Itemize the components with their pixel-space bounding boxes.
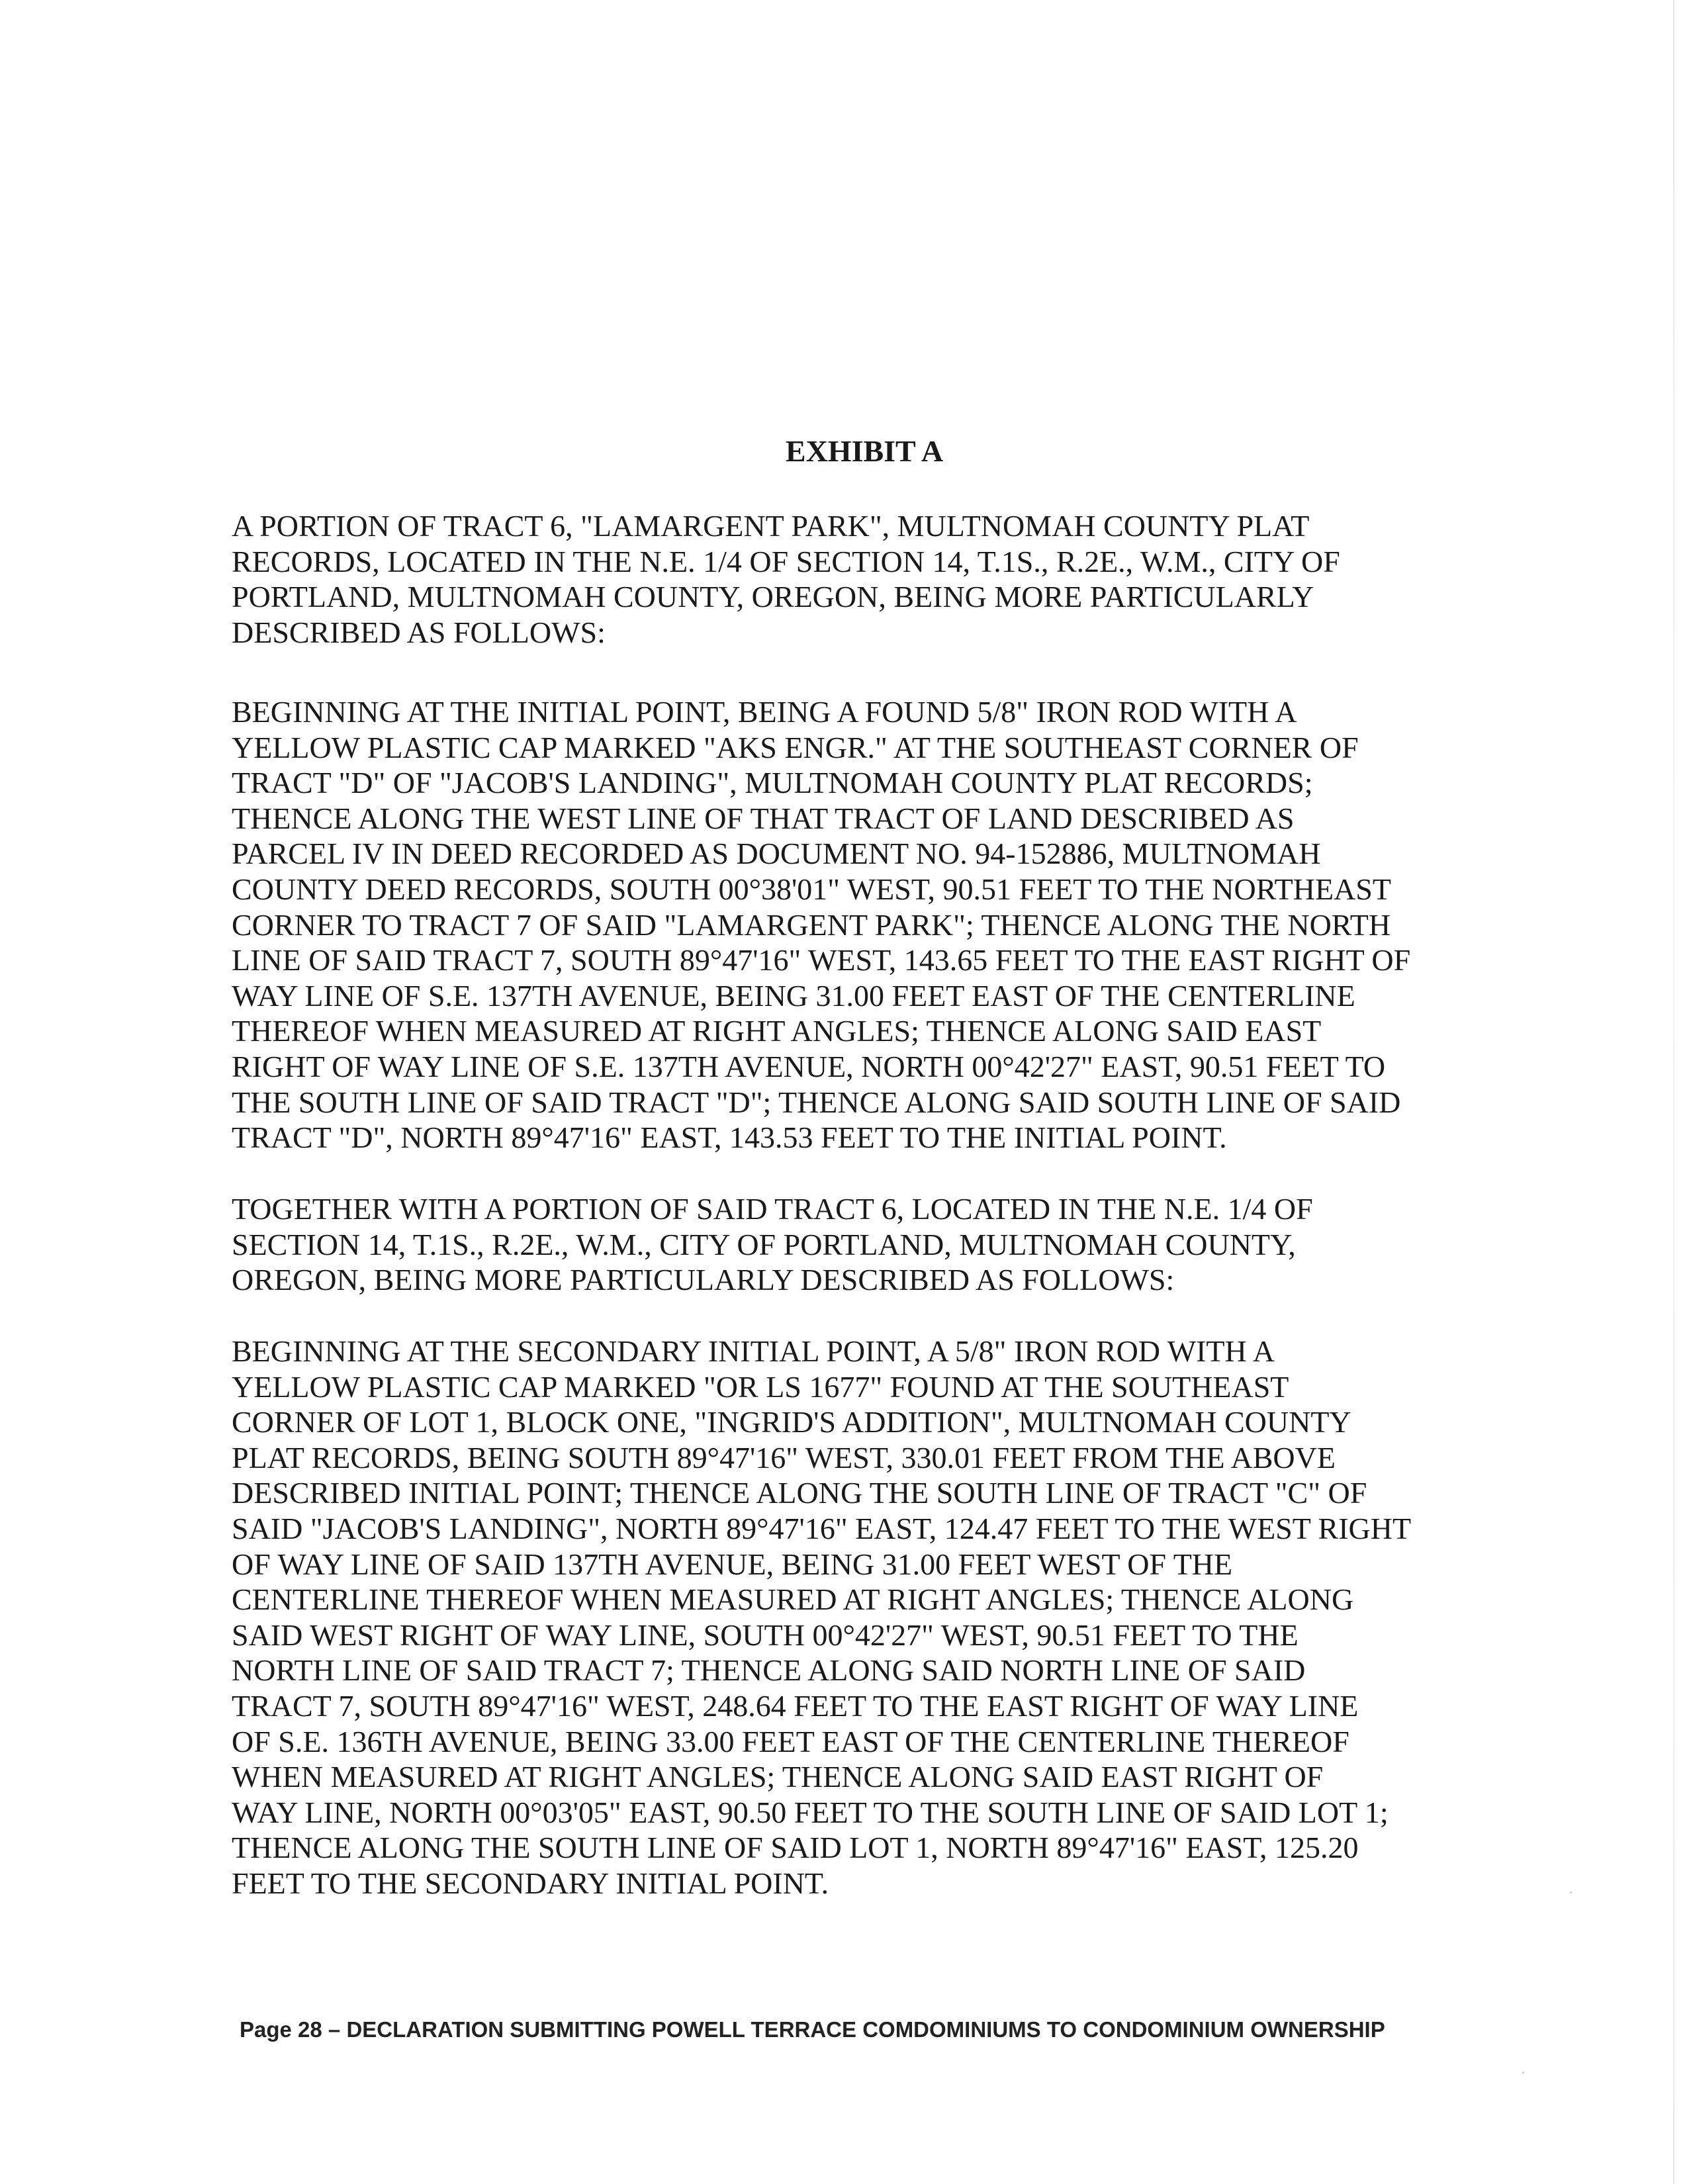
- legal-description-intro: A PORTION OF TRACT 6, "LAMARGENT PARK", MULTNOMAH COUNTY PLAT RECORDS, LOCATED IN THE N.E. 1/4 OF SECTION 14, T.1S., R.2E., W.M., CITY OF PORTLAND, MULTNOMAH COUNTY, OREGON, BEING MORE PARTICULARLY DESCRIBED AS FOLLOWS:: [232, 509, 1340, 649]
- exhibit-title: EXHIBIT A: [785, 434, 944, 468]
- scan-page-edge: [1673, 0, 1674, 2184]
- page-footer: Page 28 – DECLARATION SUBMITTING POWELL TERRACE COMDOMINIUMS TO CONDOMINIUM OWNERSHIP: [240, 2017, 1385, 2042]
- legal-description-together-with: TOGETHER WITH A PORTION OF SAID TRACT 6, LOCATED IN THE N.E. 1/4 OF SECTION 14, T.1S., R.2E., W.M., CITY OF PORTLAND, MULTNOMAH COUNTY, OREGON, BEING MORE PARTICULARLY DESCRIBED AS FOLLOWS:: [232, 1192, 1313, 1297]
- scan-speck: [1522, 2071, 1524, 2073]
- scan-speck: [1570, 1891, 1572, 1893]
- legal-description-parcel-two: BEGINNING AT THE SECONDARY INITIAL POINT, A 5/8" IRON ROD WITH A YELLOW PLASTIC CAP MARKED "OR LS 1677" FOUND AT THE SOUTHEAST CORNER OF LOT 1, BLOCK ONE, "INGRID'S ADDITION", MULTNOMAH COUNTY PLAT RECORDS, BEING SOUTH 89°47'16" WEST, 330.01 FEET FROM THE ABOVE DESCRIBED INITIAL POINT; THENCE ALONG THE SOUTH LINE OF TRACT "C" OF SAID "JACOB'S LANDING", NORTH 89°47'16" EAST, 124.47 FEET TO THE WEST RIGHT OF WAY LINE OF SAID 137TH AVENUE, BEING 31.00 FEET WEST OF THE CENTERLINE THEREOF WHEN MEASURED AT RIGHT ANGLES; THENCE ALONG SAID WEST RIGHT OF WAY LINE, SOUTH 00°42'27" WEST, 90.51 FEET TO THE NORTH LINE OF SAID TRACT 7; THENCE ALONG SAID NORTH LINE OF SAID TRACT 7, SOUTH 89°47'16" WEST, 248.64 FEET TO THE EAST RIGHT OF WAY LINE OF S.E. 136TH AVENUE, BEING 33.00 FEET EAST OF THE CENTERLINE THEREOF WHEN MEASURED AT RIGHT ANGLES; THENCE ALONG SAID EAST RIGHT OF WAY LINE, NORTH 00°03'05" EAST, 90.50 FEET TO THE SOUTH LINE OF SAID LOT 1; THENCE ALONG THE SOUTH LINE OF SAID LOT 1, NORTH 89°47'16" EAST, 125.20 FEET TO THE SECONDARY INITIAL POINT.: [232, 1334, 1412, 1900]
- legal-description-parcel-one: BEGINNING AT THE INITIAL POINT, BEING A FOUND 5/8" IRON ROD WITH A YELLOW PLASTIC CAP MARKED "AKS ENGR." AT THE SOUTHEAST CORNER OF TRACT "D" OF "JACOB'S LANDING", MULTNOMAH COUNTY PLAT RECORDS; THENCE ALONG THE WEST LINE OF THAT TRACT OF LAND DESCRIBED AS PARCEL IV IN DEED RECORDED AS DOCUMENT NO. 94-152886, MULTNOMAH COUNTY DEED RECORDS, SOUTH 00°38'01" WEST, 90.51 FEET TO THE NORTHEAST CORNER TO TRACT 7 OF SAID "LAMARGENT PARK"; THENCE ALONG THE NORTH LINE OF SAID TRACT 7, SOUTH 89°47'16" WEST, 143.65 FEET TO THE EAST RIGHT OF WAY LINE OF S.E. 137TH AVENUE, BEING 31.00 FEET EAST OF THE CENTERLINE THEREOF WHEN MEASURED AT RIGHT ANGLES; THENCE ALONG SAID EAST RIGHT OF WAY LINE OF S.E. 137TH AVENUE, NORTH 00°42'27" EAST, 90.51 FEET TO THE SOUTH LINE OF SAID TRACT "D"; THENCE ALONG SAID SOUTH LINE OF SAID TRACT "D", NORTH 89°47'16" EAST, 143.53 FEET TO THE INITIAL POINT.: [232, 695, 1411, 1155]
